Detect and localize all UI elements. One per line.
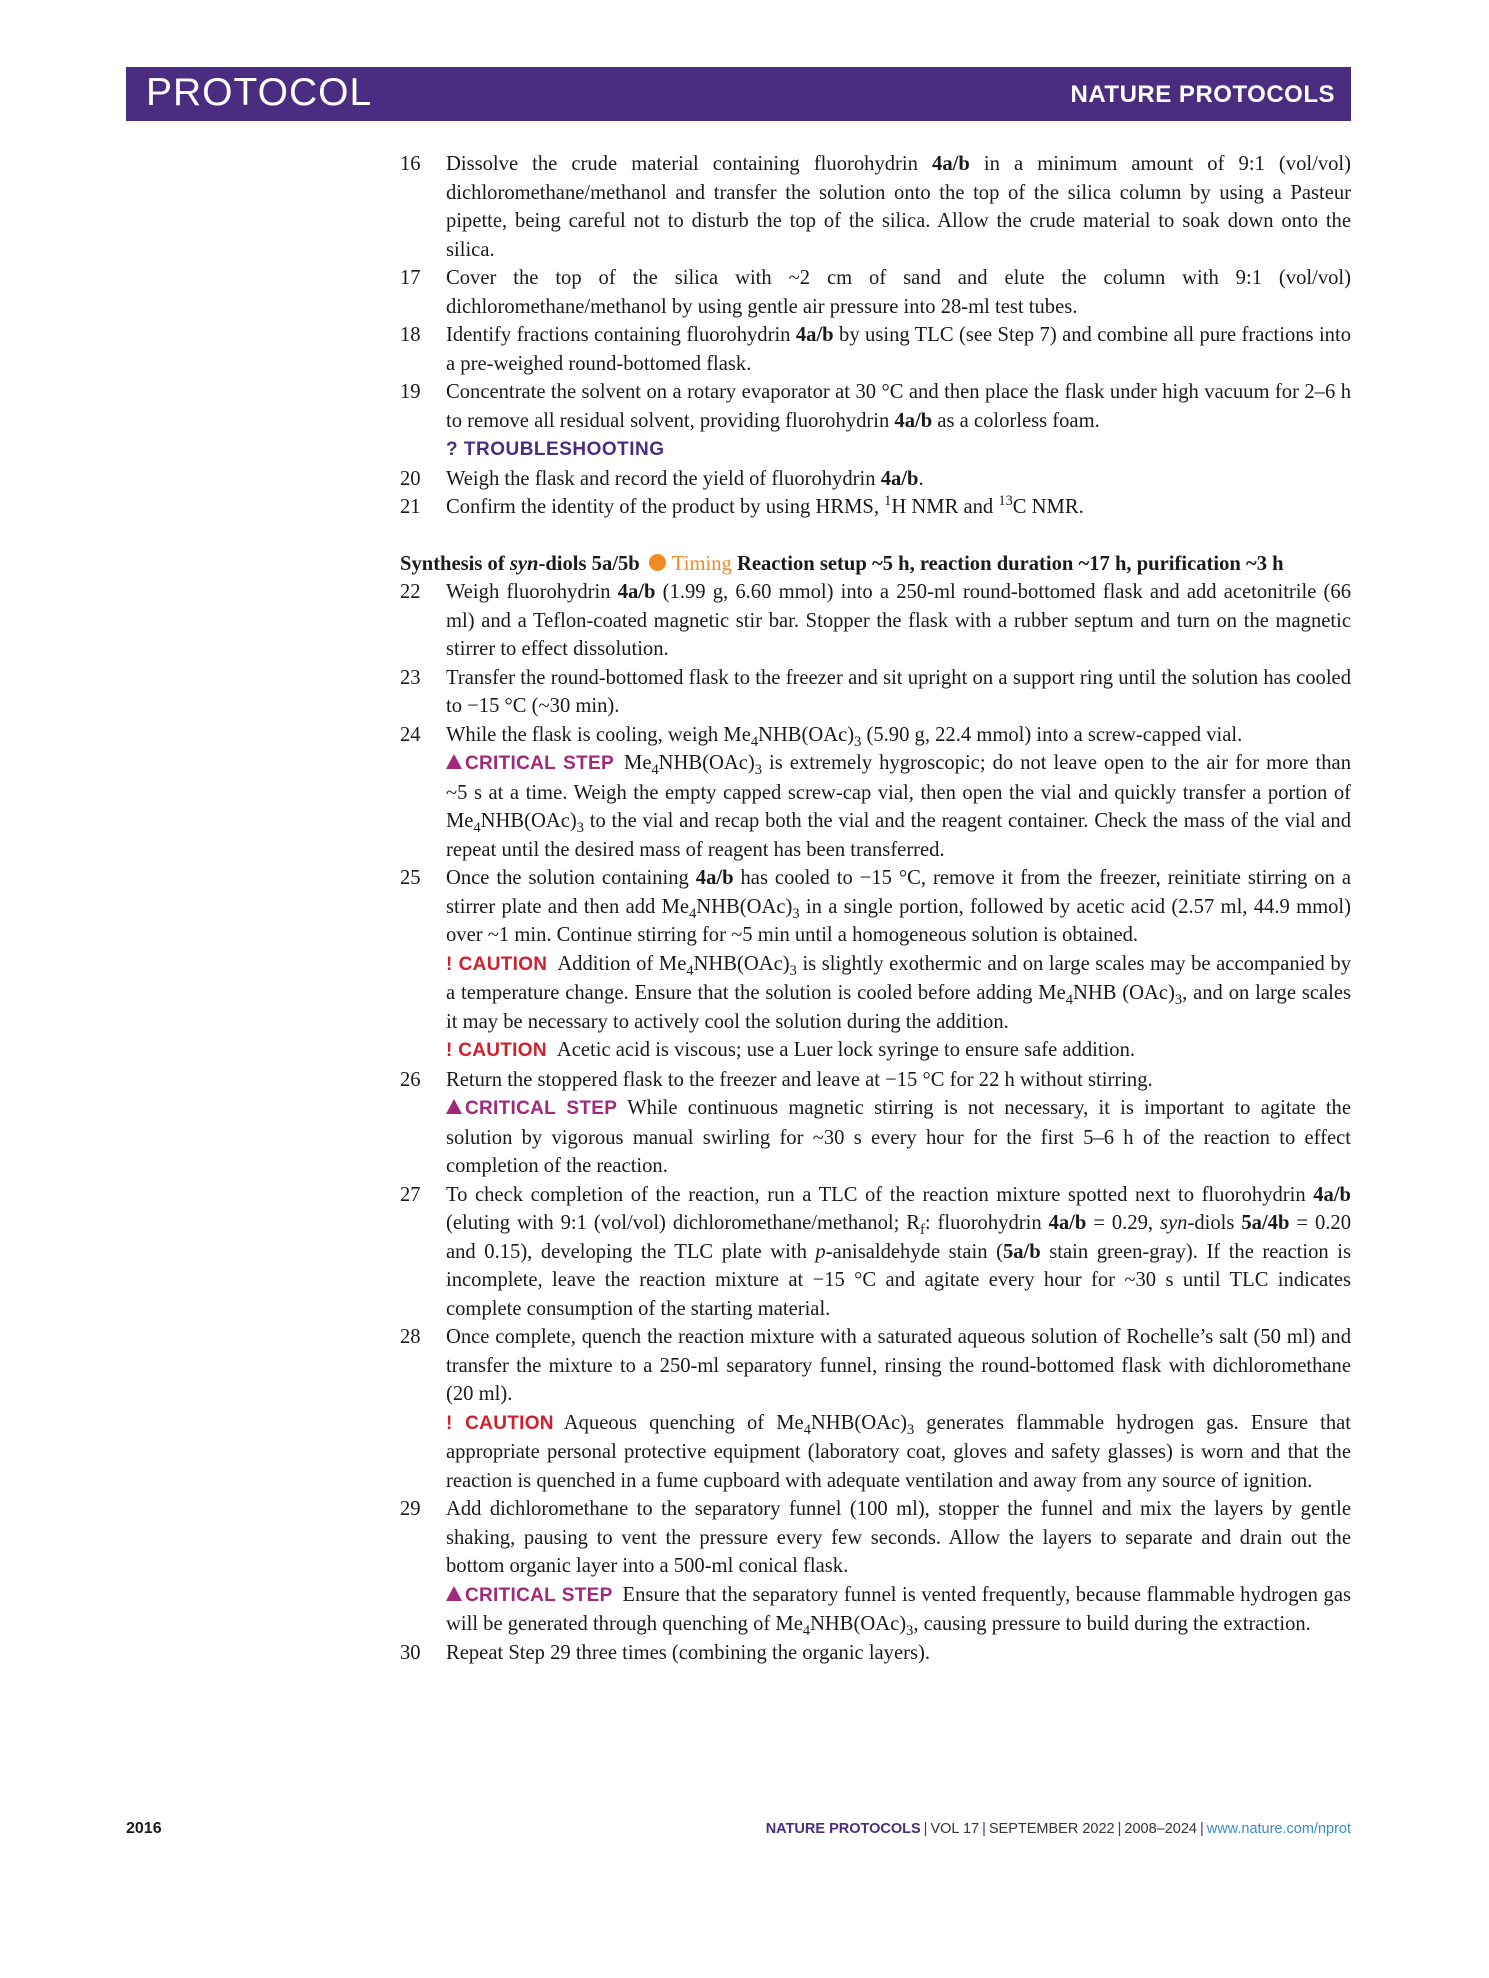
critical-step-label: CRITICAL STEP (446, 1585, 613, 1606)
step-number: 26 (400, 1068, 421, 1091)
compound-ref: 5a/b (1002, 1240, 1041, 1263)
section-label: PROTOCOL (146, 71, 373, 114)
footer-volume: VOL 17 (930, 1821, 980, 1837)
step-25: 25 Once the solution containing 4a/b has cooled to −15 °C, remove it from the freezer, reinitiate stirring on a stirrer plate and then add $Me_4NHB(OAc)_3$ in a single portion, followed by acetic acid (2.57 ml, 44.9 mmol) over ~1 min. Continue stirring for ~5 min until a homogeneous solution is obtained. ! CAUTION Addition of $Me_4NHB(OAc)_3$ is slightly exothermic and on large scales may be accompanied by a temperature change. Ensure that the solution is cooled before adding $Me_4NHB$ $(OAc)_3$, and on large scales it may be necessary to actively cool the solution during the addition. ! CAUTION Acetic acid is viscous; use a Luer lock syringe to ensure safe addition. (400, 864, 1351, 1066)
step-17: 17 Cover the top of the silica with ~2 cm of sand and elute the column with 9:1 (vol/vol) dichloromethane/methanol by using gentle air pressure into 28-ml test tubes. (400, 264, 1351, 321)
troubleshooting-label[interactable]: ? TROUBLESHOOTING (446, 439, 665, 460)
critical-step-note: CRITICAL STEP $Me_4NHB(OAc)_3$ is extremely hygroscopic; do not leave open to the air for more than ~5 s at a time. Weigh the empty capped screw-cap vial, then open the vial and quickly transfer a portion of $Me_4NHB(OAc)_3$ to the vial and recap both the vial and the reagent container. Check the mass of the vial and repeat until the desired mass of reagent has been transferred. (446, 752, 1351, 861)
critical-step-note: CRITICAL STEP Ensure that the separatory funnel is vented frequently, because flammable hydrogen gas will be generated through quenching of $Me_4NHB(OAc)_3$, causing pressure to build during the extraction. (446, 1583, 1351, 1640)
step-19: 19 Concentrate the solvent on a rotary evaporator at 30 °C and then place the flask under high vacuum for 2–6 h to remove all residual solvent, providing fluorohydrin 4a/b as a colorless foam. ? TROUBLESHOOTING (400, 378, 1351, 465)
compound-ref: 5a/4b (1241, 1212, 1290, 1234)
step-number: 22 (400, 581, 421, 603)
step-18: 18 Identify fractions containing fluorohydrin 4a/b by using TLC (see Step 7) and combine all pure fractions into a pre-weighed round-bottomed flask. (400, 321, 1351, 378)
step-number: 25 (400, 867, 421, 889)
step-number: 24 (400, 723, 421, 746)
step-24: 24 While the flask is cooling, weigh $Me_4NHB(OAc)_3$ (5.90 g, 22.4 mmol) into a screw-capped vial. CRITICAL STEP $Me_4NHB(OAc)_3$ is extremely hygroscopic; do not leave open to the air for more than ~5 s at a time. Weigh the empty capped screw-cap vial, then open the vial and quickly transfer a portion of $Me_4NHB(OAc)_3$ to the vial and recap both the vial and the reagent container. Check the mass of the vial and repeat until the desired mass of reagent has been transferred. (400, 721, 1351, 865)
warning-triangle-icon (446, 1586, 462, 1601)
caution-note: ! CAUTION Aqueous quenching of $Me_4NHB(OAc)_3$ generates flammable hydrogen gas. Ensure that appropriate personal protective equipment (laboratory coat, gloves and safety glasses) is worn and that the reaction is quenched in a fume cupboard with adequate ventilation and away from any source of ignition. (446, 1411, 1351, 1492)
step-29: 29 Add dichloromethane to the separatory funnel (100 ml), stopper the funnel and mix the layers by gentle shaking, pausing to vent the pressure every few seconds. Allow the layers to separate and drain out the bottom organic layer into a 500-ml conical flask. CRITICAL STEP Ensure that the separatory funnel is vented frequently, because flammable hydrogen gas will be generated through quenching of $Me_4NHB(OAc)_3$, causing pressure to build during the extraction. (400, 1495, 1351, 1639)
step-28: 28 Once complete, quench the reaction mixture with a saturated aqueous solution of Rochelle’s salt (50 ml) and transfer the mixture to a 250-ml separatory funnel, rinsing the round-bottomed flask with dichloromethane (20 ml). ! CAUTION Aqueous quenching of $Me_4NHB(OAc)_3$ generates flammable hydrogen gas. Ensure that appropriate personal protective equipment (laboratory coat, gloves and safety glasses) is worn and that the reaction is quenched in a fume cupboard with adequate ventilation and away from any source of ignition. (400, 1323, 1351, 1495)
step-23: 23 Transfer the round-bottomed flask to the freezer and sit upright on a support ring until the solution has cooled to −15 °C (~30 min). (400, 664, 1351, 721)
timing-label: Timing (671, 552, 732, 575)
step-27: 27 To check completion of the reaction, run a TLC of the reaction mixture spotted next to fluorohydrin 4a/b (eluting with 9:1 (vol/vol) dichloromethane/methanol; $R_f$: fluorohydrin 4a/b = 0.29, syn-diols 5a/4b = 0.20 and 0.15), developing the TLC plate with p-anisaldehyde stain (5a/b stain green-gray). If the reaction is incomplete, leave the reaction mixture at −15 °C and agitate every hour for ~30 s until TLC indicates complete consumption of the starting material. (400, 1181, 1351, 1324)
compound-ref: 4a/b (894, 409, 933, 432)
compound-ref: 4a/b (1313, 1183, 1351, 1206)
warning-triangle-icon (446, 1099, 462, 1114)
timing-dot-icon (649, 554, 666, 571)
troubleshooting-note (446, 435, 1351, 465)
step-number: 16 (400, 153, 421, 175)
caution-label: ! CAUTION (446, 953, 548, 975)
step-number: 17 (400, 267, 421, 289)
step-number: 19 (400, 381, 421, 403)
step-number: 20 (400, 467, 421, 490)
footer-journal: NATURE PROTOCOLS (765, 1821, 921, 1837)
caution-note: ! CAUTION Acetic acid is viscous; use a Luer lock syringe to ensure safe addition. (446, 1039, 1136, 1061)
critical-step-note: CRITICAL STEP While continuous magnetic stirring is not necessary, it is important to agitate the solution by vigorous manual swirling for ~30 s every hour for the first 5–6 h of the reaction to effect completion of the reaction. (446, 1097, 1351, 1177)
compound-ref: 4a/b (695, 867, 734, 889)
step-number: 18 (400, 324, 421, 346)
journal-name: NATURE PROTOCOLS (1070, 81, 1335, 108)
step-number: 29 (400, 1498, 421, 1520)
critical-step-label: CRITICAL STEP (446, 1098, 617, 1119)
compound-ref: 4a/b (795, 324, 834, 346)
step-number: 21 (400, 496, 421, 518)
warning-triangle-icon (446, 754, 462, 769)
compound-ref: 4a/b (1048, 1212, 1087, 1234)
step-26: 26 Return the stoppered flask to the freezer and leave at −15 °C for 22 h without stirring. CRITICAL STEP While continuous magnetic stirring is not necessary, it is important to agitate the solution by vigorous manual swirling for ~30 s every hour for the first 5–6 h of the reaction to effect completion of the reaction. (400, 1066, 1351, 1181)
footer-url-link[interactable]: www.nature.com/nprot (1206, 1821, 1351, 1837)
step-22: 22 Weigh fluorohydrin 4a/b (1.99 g, 6.60 mmol) into a 250-ml round-bottomed flask and add acetonitrile (66 ml) and a Teflon-coated magnetic stir bar. Stopper the flask with a rubber septum and turn on the magnetic stirrer to effect dissolution. (400, 578, 1351, 664)
caution-label: ! CAUTION (446, 1040, 547, 1061)
caution-label: ! CAUTION (446, 1412, 554, 1434)
page-header (126, 67, 1351, 121)
protocol-body (400, 150, 1351, 1667)
step-number: 23 (400, 666, 421, 689)
step-number: 27 (400, 1183, 421, 1206)
step-number: 28 (400, 1326, 421, 1348)
critical-step-label: CRITICAL STEP (446, 753, 614, 774)
footer-date: SEPTEMBER 2022 (988, 1821, 1115, 1837)
footer-citation: NATURE PROTOCOLS | VOL 17 | SEPTEMBER 2022 | 2008–2024 | www.nature.com/nprot (765, 1821, 1351, 1837)
page-number: 2016 (126, 1820, 162, 1837)
step-20: 20 Weigh the flask and record the yield of fluorohydrin 4a/b. (400, 465, 1351, 494)
compound-ref: 4a/b (932, 153, 970, 175)
footer-pages: 2008–2024 (1124, 1821, 1197, 1837)
step-16: 16 Dissolve the crude material containing fluorohydrin 4a/b in a minimum amount of 9:1 (vol/vol) dichloromethane/methanol and transfer the solution onto the top of the silica column by using a Pasteur pipette, being careful not to disturb the top of the silica. Allow the crude material to soak down onto the silica. (400, 150, 1351, 264)
compound-ref: 4a/b (617, 581, 656, 603)
step-21: 21 Confirm the identity of the product by using HRMS, $^1$H NMR and $^{13}$C NMR. (400, 493, 1351, 522)
section-heading: Synthesis of syn-diols 5a/5b Timing Reaction setup ~5 h, reaction duration ~17 h, purification ~3 h (400, 552, 1284, 575)
step-30: 30 Repeat Step 29 three times (combining the organic layers). (400, 1639, 1351, 1668)
caution-note: ! CAUTION Addition of $Me_4NHB(OAc)_3$ is slightly exothermic and on large scales may be accompanied by a temperature change. Ensure that the solution is cooled before adding $Me_4NHB$ $(OAc)_3$, and on large scales it may be necessary to actively cool the solution during the addition. (446, 952, 1351, 1033)
step-number: 30 (400, 1641, 421, 1664)
compound-ref: 4a/b (880, 467, 919, 490)
